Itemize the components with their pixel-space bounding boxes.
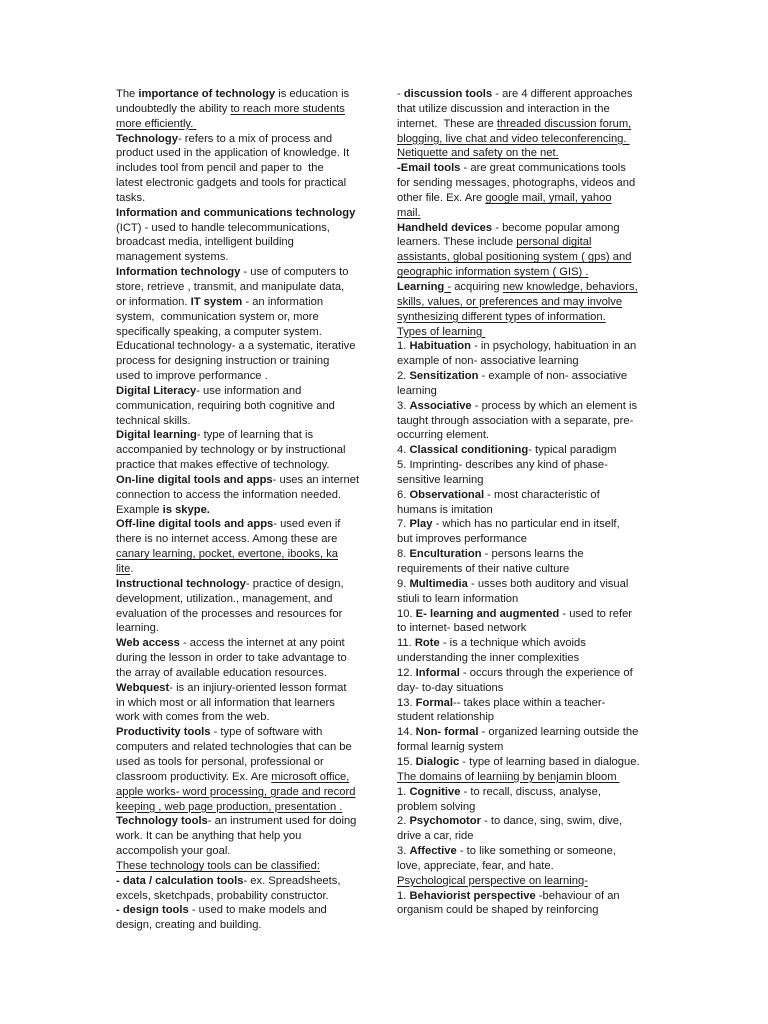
right-column-line <box>397 503 653 518</box>
left-column-line <box>116 503 372 518</box>
right-column-line <box>397 814 653 829</box>
text-run: is education is <box>275 88 350 100</box>
right-column-line <box>397 443 653 458</box>
left-column <box>116 87 372 933</box>
text-run: -Email tools <box>397 162 461 175</box>
text-run: Play <box>409 518 433 531</box>
right-column-line <box>397 221 653 236</box>
text-run: 14. <box>397 726 416 739</box>
right-column-line <box>397 265 653 280</box>
left-column-line <box>116 696 372 711</box>
text-run: 3. <box>397 399 410 412</box>
right-column-line <box>397 117 653 132</box>
text-run: Information technology <box>116 266 241 279</box>
text-run: store, retrieve , transmit, and manipulate data, <box>116 280 345 293</box>
text-run: other file. Ex. Are <box>397 191 486 204</box>
right-column-line <box>397 800 653 815</box>
text-run: more efficiently. <box>116 117 197 130</box>
text-run: 11. <box>397 637 415 650</box>
text-run: - ex. Spreadsheets, <box>243 874 341 887</box>
text-run: - usses both auditory and visual <box>467 577 629 590</box>
text-run: 1. <box>397 340 410 353</box>
left-column-line <box>116 310 372 325</box>
text-run: Psychological perspective on learning- <box>397 874 588 887</box>
left-column-line <box>116 547 372 562</box>
left-column-line <box>116 221 372 236</box>
text-run: Types of learning <box>397 325 486 338</box>
text-run: Information and communications technology <box>116 206 356 219</box>
text-run: - design tools <box>116 904 189 917</box>
right-column <box>397 87 653 918</box>
text-run: These technology tools can be classified: <box>116 859 320 872</box>
text-run: - an instrument used for doing <box>207 815 357 828</box>
text-run: problem solving <box>397 800 476 813</box>
text-run: google mail, ymail, yahoo <box>485 191 612 204</box>
text-run: Webquest <box>116 681 170 694</box>
text-run: humans is imitation <box>397 503 493 516</box>
text-run: - used even if <box>273 518 341 531</box>
text-run: lite <box>116 563 131 575</box>
left-column-line <box>116 191 372 206</box>
text-run: technical skills. <box>116 414 191 427</box>
text-run: - type of software with <box>210 726 323 739</box>
left-column-line <box>116 903 372 918</box>
right-column-line <box>397 532 653 547</box>
text-run: Netiquette and safety on the net. <box>397 147 559 160</box>
text-run: IT system <box>190 295 243 308</box>
text-run: evaluation of the processes and resources for <box>116 607 343 620</box>
left-column-line <box>116 666 372 681</box>
text-run: 12. <box>397 666 416 679</box>
left-column-line <box>116 280 372 295</box>
text-run: learning. <box>116 622 159 635</box>
text-run: 13. <box>397 696 416 709</box>
text-run: Formal <box>415 696 453 709</box>
text-run: process for designing instruction or training <box>116 355 330 368</box>
text-run: - persons learns the <box>481 548 584 561</box>
right-column-line <box>397 829 653 844</box>
left-column-line <box>116 785 372 800</box>
text-run: - occurs through the experience of <box>459 666 633 679</box>
left-column-line <box>116 265 372 280</box>
text-run: Rote <box>414 637 440 650</box>
right-column-line <box>397 696 653 711</box>
right-column-line <box>397 384 653 399</box>
right-column-line <box>397 770 653 785</box>
left-column-line <box>116 844 372 859</box>
left-column-line <box>116 681 372 696</box>
text-run: synthesizing different types of information. <box>397 310 606 323</box>
text-run: Educational technology- a a systematic, iterative <box>116 340 356 353</box>
left-column-line <box>116 755 372 770</box>
left-column-line <box>116 607 372 622</box>
left-column-line <box>116 428 372 443</box>
left-column-line <box>116 87 372 102</box>
text-run: 10. <box>397 607 416 620</box>
right-column-line <box>397 369 653 384</box>
left-column-line <box>116 102 372 117</box>
text-run: - which has no particular end in itself, <box>432 518 620 531</box>
left-column-line <box>116 770 372 785</box>
text-run: used as tools for personal, professional or <box>116 755 324 768</box>
right-column-line <box>397 874 653 889</box>
text-run: microsoft office, <box>271 770 350 783</box>
text-run: keeping , web page production, presentation . <box>116 800 343 813</box>
right-column-line <box>397 161 653 176</box>
left-column-line <box>116 562 372 577</box>
text-run: - use information and <box>196 384 302 397</box>
text-run: latest electronic gadgets and tools for practical <box>116 177 347 190</box>
left-column-line <box>116 874 372 889</box>
right-column-line <box>397 354 653 369</box>
left-column-line <box>116 829 372 844</box>
right-column-line <box>397 146 653 161</box>
left-column-line <box>116 710 372 725</box>
left-column-line <box>116 859 372 874</box>
text-run: - are great communications tools <box>460 162 626 175</box>
left-column-line <box>116 146 372 161</box>
text-run: The domains of learniing by benjamin bloom <box>397 770 620 783</box>
text-run: during the lesson in order to take advantage to <box>116 652 347 665</box>
right-column-line <box>397 636 653 651</box>
right-column-line <box>397 651 653 666</box>
right-column-line <box>397 740 653 755</box>
text-run: threaded discussion forum, <box>496 117 632 130</box>
text-run: 3. <box>397 845 410 858</box>
text-run: - <box>444 280 452 293</box>
text-run: learning <box>397 384 437 397</box>
text-run: importance of technology <box>138 88 276 100</box>
left-column-line <box>116 814 372 829</box>
left-column-line <box>116 918 372 933</box>
text-run: - example of non- associative <box>478 370 628 383</box>
text-run: accompanied by technology or by instructional <box>116 444 346 457</box>
left-column-line <box>116 250 372 265</box>
text-run: - data / calculation tools <box>116 874 244 887</box>
text-run: work. It can be anything that help you <box>116 830 302 843</box>
text-run: formal learnig system <box>397 741 504 754</box>
text-run: Technology <box>116 132 178 145</box>
text-run: the array of available education resources. <box>116 666 327 679</box>
text-run: 7. <box>397 518 410 531</box>
right-column-line <box>397 710 653 725</box>
right-column-line <box>397 310 653 325</box>
right-column-line <box>397 621 653 636</box>
text-run: -behaviour of an <box>535 889 620 902</box>
left-column-line <box>116 458 372 473</box>
text-run: 6. <box>397 488 410 501</box>
text-run: or information. <box>116 295 191 308</box>
text-run: Handheld devices <box>397 221 493 234</box>
text-run: Observational <box>409 488 485 501</box>
right-column-line <box>397 458 653 473</box>
text-run: Informal <box>415 666 460 679</box>
right-column-line <box>397 339 653 354</box>
text-run: specifically speaking, a computer system. <box>116 325 322 338</box>
left-column-line <box>116 443 372 458</box>
text-run: used to improve performance . <box>116 370 268 383</box>
text-run: Digital Literacy <box>116 384 197 397</box>
text-run: computers and related technologies that can be <box>116 741 352 754</box>
left-column-line <box>116 176 372 191</box>
text-run: Digital learning <box>116 429 197 442</box>
right-column-line <box>397 250 653 265</box>
text-run: to reach more students <box>230 102 345 115</box>
right-column-line <box>397 295 653 310</box>
text-run: undoubtedly the ability <box>116 102 231 115</box>
right-column-line <box>397 755 653 770</box>
text-run: - process by which an element is <box>471 399 638 412</box>
text-run: mail. <box>397 206 421 219</box>
text-run: - become popular among <box>492 221 620 234</box>
text-run: stiuli to learn information <box>397 592 519 605</box>
left-column-line <box>116 295 372 310</box>
left-column-line <box>116 132 372 147</box>
text-run: - uses an internet <box>272 473 360 486</box>
left-column-line <box>116 117 372 132</box>
left-column-line <box>116 161 372 176</box>
text-run: 5. Imprinting- describes any kind of phase- <box>397 459 608 472</box>
text-run: Habituation <box>409 340 471 353</box>
text-run: Associative <box>409 399 472 412</box>
text-run: but improves performance <box>397 533 527 546</box>
text-run: acquiring <box>451 280 503 293</box>
text-run: - are 4 different approaches <box>492 88 633 100</box>
text-run: Psychomotor <box>409 815 481 828</box>
left-column-line <box>116 621 372 636</box>
text-run: canary learning, pocket, evertone, ibooks, ka <box>116 548 339 561</box>
text-run: occurring element. <box>397 429 490 442</box>
text-run: example of non- associative learning <box>397 355 579 368</box>
text-run: broadcast media, intelligent building <box>116 236 294 249</box>
text-run: Multimedia <box>409 577 468 590</box>
text-run: Technology tools <box>116 815 208 828</box>
text-run: - refers to a mix of process and <box>177 132 333 145</box>
text-run: drive a car, ride <box>397 830 474 843</box>
text-run: classroom productivity. Ex. Are <box>116 770 272 783</box>
text-run: - is a technique which avoids <box>439 637 586 650</box>
text-run: that utilize discussion and interaction in the <box>397 102 610 115</box>
text-run: Instructional technology <box>116 577 246 590</box>
right-column-line <box>397 473 653 488</box>
left-column-line <box>116 414 372 429</box>
text-run: 8. <box>397 548 410 561</box>
text-run: Affective <box>409 845 457 858</box>
text-run: Example <box>116 503 163 516</box>
left-column-line <box>116 369 372 384</box>
text-run: Enculturation <box>409 548 482 561</box>
text-run: skills, values, or preferences and may involve <box>397 295 623 308</box>
text-run: Sensitization <box>409 370 479 383</box>
left-column-line <box>116 532 372 547</box>
text-run: Classical conditioning <box>409 444 529 457</box>
text-run: discussion tools <box>403 88 493 100</box>
right-column-line <box>397 191 653 206</box>
right-column-line <box>397 414 653 429</box>
text-run: taught through association with a separate, pre- <box>397 414 634 427</box>
right-column-line <box>397 102 653 117</box>
text-run: communication, requiring both cognitive and <box>116 399 335 412</box>
left-column-line <box>116 889 372 904</box>
text-run: internet. These are <box>397 117 497 130</box>
left-column-line <box>116 800 372 815</box>
text-run: Learning <box>397 280 445 293</box>
left-column-line <box>116 206 372 221</box>
text-run: - typical paradigm <box>528 444 617 457</box>
text-run: practice that makes effective of technology. <box>116 459 330 472</box>
text-run: sensitive learning <box>397 473 484 486</box>
text-run: 2. <box>397 815 410 828</box>
right-column-line <box>397 235 653 250</box>
text-run: assistants, global positioning system ( gps) and <box>397 251 632 264</box>
text-run: organism could be shaped by reinforcing <box>397 904 599 917</box>
text-run: for sending messages, photographs, videos and <box>397 177 636 190</box>
text-run: - to dance, sing, swim, dive, <box>480 815 623 828</box>
text-run: - type of learning based in dialogue. <box>459 755 640 768</box>
right-column-line <box>397 577 653 592</box>
right-column-line <box>397 785 653 800</box>
right-column-line <box>397 325 653 340</box>
right-column-line <box>397 562 653 577</box>
text-run: 1. <box>397 889 410 902</box>
left-column-line <box>116 384 372 399</box>
right-column-line <box>397 844 653 859</box>
right-column-line <box>397 889 653 904</box>
text-run: in which most or all information that learners <box>116 696 335 709</box>
text-run: 9. <box>397 577 410 590</box>
right-column-line <box>397 280 653 295</box>
right-column-line <box>397 132 653 147</box>
right-column-line <box>397 517 653 532</box>
right-column-line <box>397 903 653 918</box>
text-run: learners. These include <box>397 236 517 249</box>
text-run: Off-line digital tools and apps <box>116 518 274 531</box>
text-run: accompolish your goal. <box>116 845 231 858</box>
text-run: blogging, live chat and video teleconferencing. <box>397 132 630 145</box>
text-run: - type of learning that is <box>196 429 314 442</box>
text-run: is skype. <box>162 503 210 516</box>
text-run: . <box>130 563 134 575</box>
text-run: requirements of their native culture <box>397 563 570 575</box>
text-run: includes tool from pencil and paper to the <box>116 162 324 175</box>
text-run: 1. <box>397 785 410 798</box>
left-column-line <box>116 339 372 354</box>
text-run: - used to make models and <box>188 904 327 917</box>
text-run: design, creating and building. <box>116 919 262 932</box>
text-run: system, communication system or, more <box>116 310 319 323</box>
right-column-line <box>397 725 653 740</box>
right-column-line <box>397 607 653 622</box>
left-column-line <box>116 651 372 666</box>
text-run: -- takes place within a teacher- <box>452 696 606 709</box>
right-column-line <box>397 176 653 191</box>
text-run: understanding the inner complexities <box>397 652 580 665</box>
text-run: (ICT) - used to handle telecommunications, <box>116 221 330 234</box>
text-run: - to like something or someone, <box>456 845 616 858</box>
text-run: The <box>116 88 139 100</box>
text-run: student relationship <box>397 711 495 724</box>
text-run: apple works- word processing, grade and record <box>116 785 356 798</box>
right-column-line <box>397 206 653 221</box>
text-run: On-line digital tools and apps <box>116 473 273 486</box>
left-column-line <box>116 740 372 755</box>
text-run: - access the internet at any point <box>179 637 345 650</box>
text-run: - to recall, discuss, analyse, <box>460 785 601 798</box>
text-run: love, appreciate, fear, and hate. <box>397 859 554 872</box>
left-column-line <box>116 488 372 503</box>
text-run: day- to-day situations <box>397 681 504 694</box>
left-column-line <box>116 473 372 488</box>
text-run: Behaviorist perspective <box>409 889 536 902</box>
text-run: Cognitive <box>409 785 461 798</box>
text-run: product used in the application of knowledge. It <box>116 147 350 160</box>
text-run: work with comes from the web. <box>116 711 270 724</box>
text-run: development, utilization., management, and <box>116 592 333 605</box>
right-column-line <box>397 547 653 562</box>
text-run: Dialogic <box>415 755 460 768</box>
text-run: 2. <box>397 370 410 383</box>
text-run: - is an injiury-oriented lesson format <box>169 681 347 694</box>
left-column-line <box>116 325 372 340</box>
text-run: geographic information system ( GIS) . <box>397 266 589 279</box>
text-run: E- learning and augmented <box>415 607 560 620</box>
left-column-line <box>116 517 372 532</box>
left-column-line <box>116 399 372 414</box>
right-column-line <box>397 592 653 607</box>
text-run: management systems. <box>116 251 229 264</box>
text-run: - in psychology, habituation in an <box>470 340 637 353</box>
right-column-line <box>397 681 653 696</box>
text-run: there is no internet access. Among these are <box>116 533 338 546</box>
text-run: - use of computers to <box>240 266 349 279</box>
right-column-line <box>397 859 653 874</box>
text-run: - organized learning outside the <box>478 726 639 739</box>
text-run: to internet- based network <box>397 622 527 635</box>
right-column-line <box>397 399 653 414</box>
text-run: - practice of design, <box>245 577 344 590</box>
text-run: 15. <box>397 755 416 768</box>
left-column-line <box>116 354 372 369</box>
right-column-line <box>397 666 653 681</box>
text-run: Non- formal <box>415 726 479 739</box>
left-column-line <box>116 235 372 250</box>
text-run: Web access <box>116 637 180 650</box>
text-run: tasks. <box>116 191 146 204</box>
text-run: - <box>397 88 404 100</box>
text-run: new knowledge, behaviors, <box>502 280 638 293</box>
text-run: personal digital <box>516 236 592 249</box>
right-column-line <box>397 428 653 443</box>
text-run: Productivity tools <box>116 726 211 739</box>
text-run: excels, sketchpads, probability constructor. <box>116 889 329 902</box>
text-run: 4. <box>397 444 410 457</box>
text-run: connection to access the information needed. <box>116 488 342 501</box>
left-column-line <box>116 725 372 740</box>
left-column-line <box>116 636 372 651</box>
right-column-line <box>397 488 653 503</box>
text-run: - an information <box>242 295 324 308</box>
text-run: - used to refer <box>559 607 633 620</box>
left-column-line <box>116 592 372 607</box>
right-column-line <box>397 87 653 102</box>
text-run: - most characteristic of <box>484 488 600 501</box>
left-column-line <box>116 577 372 592</box>
